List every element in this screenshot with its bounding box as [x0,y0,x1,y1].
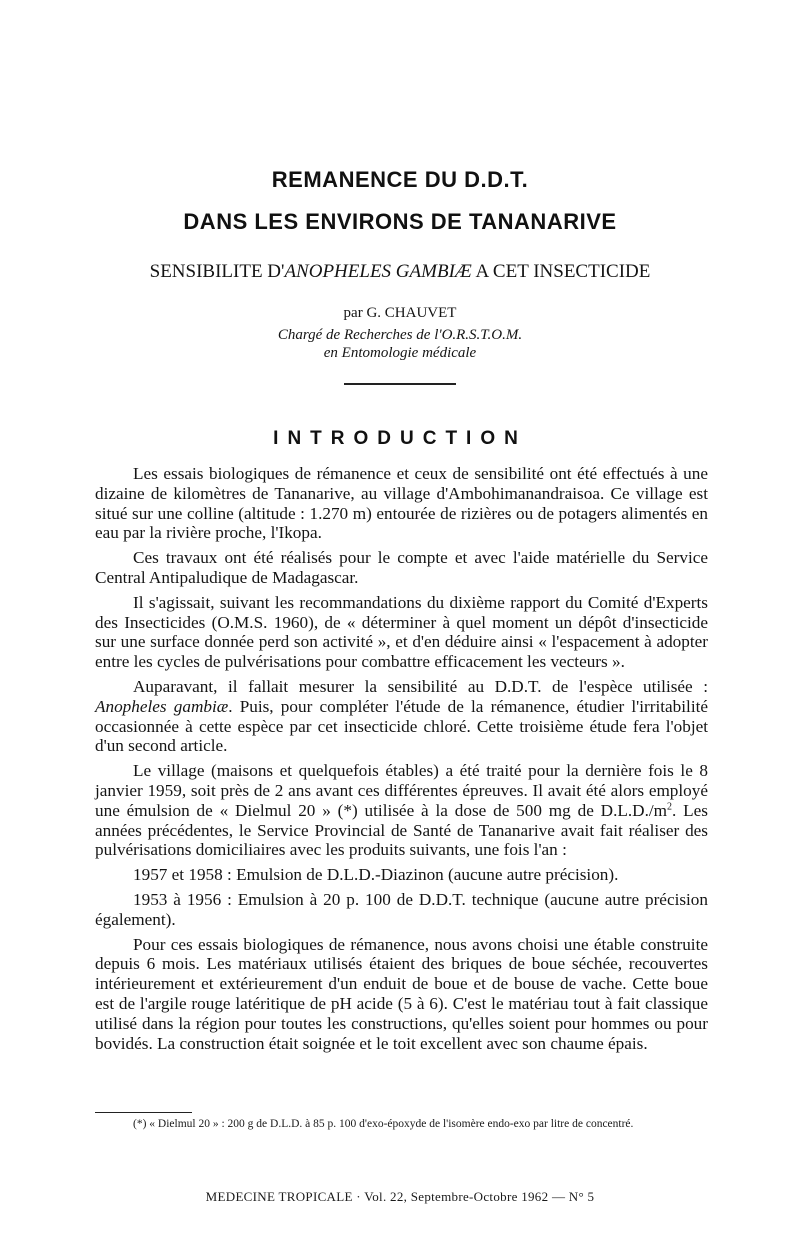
body-paragraph-4 [95,677,708,756]
superscript-exponent: 2 [667,801,673,813]
footnote-divider [95,1112,192,1113]
body-paragraph-3: Il s'agissait, suivant les recommandations du dixième rapport du Comité d'Experts des Insecticides (O.M.S. 1960), de « déterminer à quel moment un dépôt d'insecticide sur une surface donnée perd son activité », et d'en déduire ainsi « l'espacement à adopter entre les cycles de pulvérisations pour combattre efficacement les vecteurs ». [95,592,708,672]
journal-footer: MEDECINE TROPICALE · Vol. 22, Septembre-Octobre 1962 — N° 5 [205,1189,595,1204]
title-divider [344,383,456,385]
author-byline: par G. CHAUVET [343,305,457,321]
footnote-text: (*) « Dielmul 20 » : 200 g de D.L.D. à 85 p. 100 d'exo-époxyde de l'isomère endo-exo par litre de concentré. [133,1118,634,1130]
article-title-line1: REMANENCE DU D.D.T. [271,167,529,192]
body-paragraph-2: Ces travaux ont été réalisés pour le compte et avec l'aide matérielle du Service Central Antipaludique de Madagascar. [95,548,708,587]
footnote [95,1117,708,1131]
subtitle-prefix: SENSIBILITE D' [149,261,285,282]
paragraph-4-species: Anopheles gambiæ [95,696,229,716]
author-affiliation-line1: Chargé de Recherches de l'O.R.S.T.O.M. [277,327,523,343]
paragraph-5-part-b: . Les années précédentes, le Service Provincial de Santé de Tananarive avait fait réaliser des pulvérisations domiciliaires avec les produits suivants, une fois l'an : [95,800,708,860]
body-paragraph-8: Pour ces essais biologiques de rémanence, nous avons choisi une étable construite depuis 6 mois. Les matériaux utilisés étaient des briques de boue séchée, recouvertes intérieurement et extérieurement d'un enduit de boue et de bouse de vache. Cette boue est de l'argile rouge latéritique de pH acide (5 à 6). C'est le matériau tout à fait classique utilisé dans la région pour toutes les constructions, qu'elles soient pour hommes ou pour bovidés. La construction était soignée et le toit excellent avec son chaume épais. [95,934,708,1053]
article-subtitle [0,261,800,283]
body-paragraph-7: 1953 à 1956 : Emulsion à 20 p. 100 de D.D.T. technique (aucune autre précision également). [95,889,708,929]
article-body [95,464,708,1058]
subtitle-species: ANOPHELES GAMBIÆ [284,261,472,282]
body-paragraph-6: 1957 et 1958 : Emulsion de D.L.D.-Diazinon (aucune autre précision). [133,865,619,885]
body-paragraph-5 [95,761,708,860]
body-paragraph-1: Les essais biologiques de rémanence et ceux de sensibilité ont été effectués à une dizaine de kilomètres de Tananarive, au village d'Ambohimanandraisoa. Ce village est situé sur une colline (altitude : 1.270 m) entourée de rizières ou de potagers alimentés en eau par la rivière proche, l'Ikopa. [95,464,708,543]
paragraph-5-part-a: Le village (maisons et quelquefois étables) a été traité pour la dernière fois le 8 janvier 1959, soit près de 2 ans avant ces différentes épreuves. Il avait été alors employé une émulsion de « Dielmul 20 » (*) utilisée à la dose de 500 mg de D.L.D./m [95,761,708,820]
author-affiliation-line2: en Entomologie médicale [323,345,477,361]
subtitle-suffix: A CET INSECTICIDE [471,261,651,282]
paragraph-4-part-a: Auparavant, il fallait mesurer la sensibilité au D.D.T. de l'espèce utilisée : [133,676,708,696]
paragraph-4-part-b: . Puis, pour compléter l'étude de la rémanence, étudier l'irritabilité occasionnée à cette espèce par cet insecticide chloré. Cette troisième étude fera l'objet d'un second article. [95,696,709,756]
section-heading: INTRODUCTION [273,428,527,449]
article-title-line2: DANS LES ENVIRONS DE TANANARIVE [183,209,617,234]
